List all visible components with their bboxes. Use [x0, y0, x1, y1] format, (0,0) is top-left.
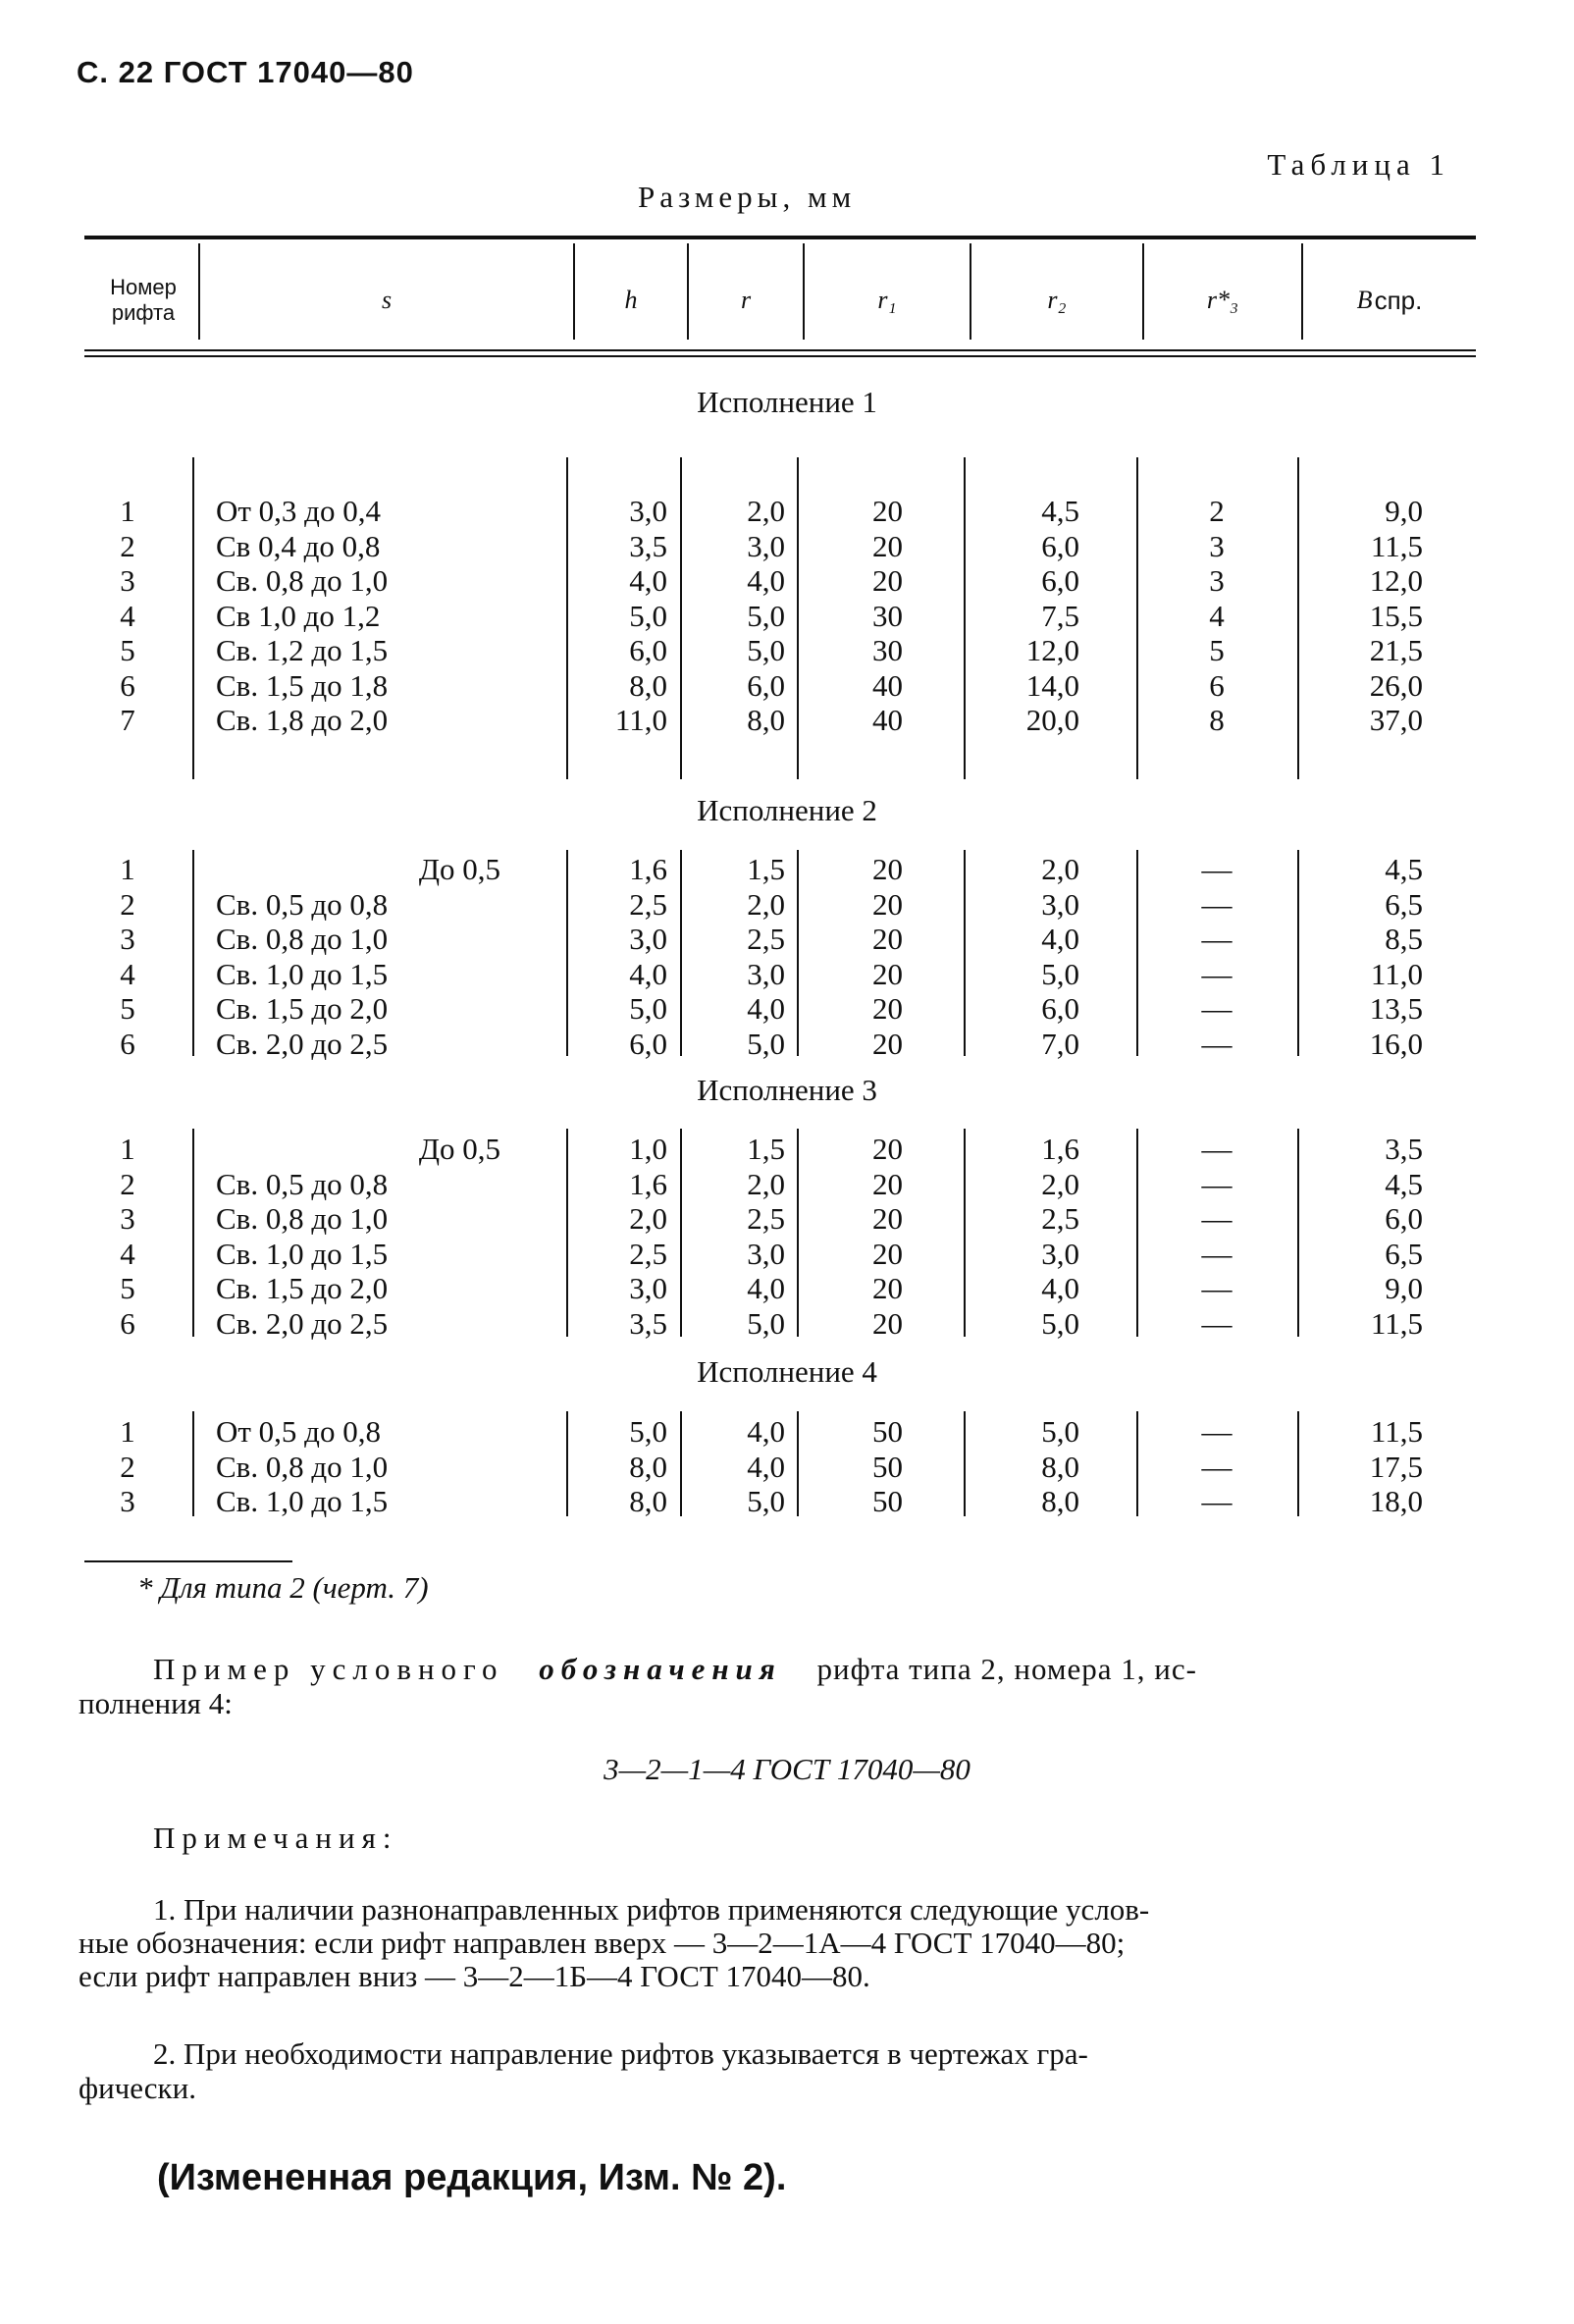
row-h: 2,0	[629, 1201, 667, 1236]
row-r: 4,0	[747, 1271, 785, 1305]
row-number: 2	[120, 1166, 135, 1201]
row-r2: 20,0	[1025, 703, 1079, 737]
row-r2: 7,0	[1041, 1026, 1079, 1061]
page-header: С. 22 ГОСТ 17040—80	[77, 55, 414, 89]
table-row	[0, 1484, 1574, 1519]
row-r2: 12,0	[1025, 633, 1079, 667]
row-s: Св. 0,8 до 1,0	[216, 563, 389, 598]
row-number: 5	[120, 991, 135, 1026]
col-header-b	[1303, 257, 1476, 343]
row-r3: —	[1201, 1236, 1233, 1271]
row-s: Св. 1,8 до 2,0	[216, 703, 389, 737]
row-r: 5,0	[747, 598, 785, 633]
row-r: 6,0	[747, 667, 785, 703]
row-s: Св 0,4 до 0,8	[216, 528, 381, 563]
table-row	[0, 887, 1574, 923]
row-number: 4	[120, 956, 135, 991]
table-row	[0, 852, 1574, 887]
table-row	[0, 1132, 1574, 1167]
row-b: 16,0	[1369, 1026, 1423, 1061]
note-2-line-2: фически.	[79, 2071, 196, 2105]
row-number: 2	[120, 886, 135, 922]
table-row	[0, 1027, 1574, 1062]
row-r1: 20	[872, 991, 903, 1026]
row-b: 4,5	[1385, 852, 1423, 886]
row-h: 3,5	[629, 1305, 667, 1341]
row-b: 6,5	[1385, 1236, 1423, 1271]
row-number: 1	[120, 1414, 135, 1449]
row-h: 2,5	[629, 886, 667, 922]
col-header-r3: r*₃	[1206, 286, 1239, 314]
row-r1: 20	[872, 528, 903, 563]
row-r3: —	[1201, 1449, 1233, 1484]
example-designation: 3—2—1—4 ГОСТ 17040—80	[603, 1752, 971, 1786]
row-h: 1,6	[629, 1166, 667, 1201]
row-r1: 30	[872, 598, 903, 633]
row-r1: 20	[872, 956, 903, 991]
row-b: 9,0	[1385, 494, 1423, 528]
row-r2: 2,0	[1041, 1166, 1079, 1201]
row-b: 12,0	[1369, 563, 1423, 598]
row-r1: 20	[872, 1201, 903, 1236]
row-s: Св. 2,0 до 2,5	[216, 1026, 389, 1061]
example-label-bold: обозначения	[539, 1652, 782, 1686]
row-number: 1	[120, 1132, 135, 1166]
row-r1: 50	[872, 1484, 903, 1518]
example-text: рифта типа 2, номера 1, ис-	[816, 1652, 1197, 1686]
row-s: Св. 1,5 до 2,0	[216, 991, 389, 1026]
row-b: 13,5	[1369, 991, 1423, 1026]
section-title: Исполнение 2	[697, 793, 877, 827]
row-r: 4,0	[747, 563, 785, 598]
row-r1: 40	[872, 667, 903, 703]
row-r2: 3,0	[1041, 1236, 1079, 1271]
row-r3: 8	[1209, 703, 1225, 737]
row-r3: —	[1201, 852, 1233, 886]
row-r1: 20	[872, 1271, 903, 1305]
row-number: 2	[120, 528, 135, 563]
table-row	[0, 494, 1574, 529]
row-b: 8,5	[1385, 922, 1423, 956]
row-r: 5,0	[747, 1305, 785, 1341]
row-r: 4,0	[747, 991, 785, 1026]
row-r2: 4,5	[1041, 494, 1079, 528]
table-units: Размеры, мм	[638, 180, 857, 214]
row-r1: 50	[872, 1414, 903, 1449]
row-b: 9,0	[1385, 1271, 1423, 1305]
row-r2: 4,0	[1041, 922, 1079, 956]
row-b: 6,5	[1385, 886, 1423, 922]
row-r2: 2,0	[1041, 852, 1079, 886]
row-number: 1	[120, 494, 135, 528]
table-row	[0, 1450, 1574, 1485]
row-number: 1	[120, 852, 135, 886]
row-s: Св. 0,5 до 0,8	[216, 1166, 389, 1201]
row-s: Св. 0,8 до 1,0	[216, 1449, 389, 1484]
row-r3: 2	[1209, 494, 1225, 528]
notes-heading: Примечания:	[153, 1821, 398, 1855]
table-row	[0, 563, 1574, 599]
section-title: Исполнение 4	[697, 1354, 877, 1389]
row-r: 3,0	[747, 1236, 785, 1271]
row-r1: 40	[872, 703, 903, 737]
final-note: (Измененная редакция, Изм. № 2).	[157, 2157, 787, 2198]
row-r3: —	[1201, 886, 1233, 922]
row-r1: 20	[872, 1236, 903, 1271]
row-number: 3	[120, 563, 135, 598]
table-header-rule-2	[84, 355, 1476, 357]
row-r: 2,5	[747, 1201, 785, 1236]
row-h: 8,0	[629, 1484, 667, 1518]
row-b: 15,5	[1369, 598, 1423, 633]
table-row	[0, 1306, 1574, 1342]
table-row	[0, 703, 1574, 738]
row-r3: 6	[1209, 667, 1225, 703]
row-s: До 0,5	[418, 1132, 500, 1166]
row-h: 1,6	[629, 852, 667, 886]
row-r: 1,5	[747, 852, 785, 886]
row-r3: 5	[1209, 633, 1225, 667]
row-r2: 2,5	[1041, 1201, 1079, 1236]
table-row	[0, 1271, 1574, 1306]
row-r2: 1,6	[1041, 1132, 1079, 1166]
row-s: Св. 1,0 до 1,5	[216, 956, 389, 991]
row-r1: 20	[872, 1026, 903, 1061]
table-row	[0, 1201, 1574, 1237]
table-row	[0, 991, 1574, 1027]
row-b: 18,0	[1369, 1484, 1423, 1518]
row-b: 4,5	[1385, 1166, 1423, 1201]
row-r: 2,0	[747, 494, 785, 528]
row-h: 5,0	[629, 1414, 667, 1449]
row-number: 6	[120, 1305, 135, 1341]
row-b: 26,0	[1369, 667, 1423, 703]
table-header-rule	[84, 349, 1476, 351]
row-b: 21,5	[1369, 633, 1423, 667]
row-r1: 50	[872, 1449, 903, 1484]
row-r3: —	[1201, 1271, 1233, 1305]
row-r1: 30	[872, 633, 903, 667]
footnote-rule	[84, 1560, 292, 1562]
row-r3: —	[1201, 956, 1233, 991]
row-r2: 14,0	[1025, 667, 1079, 703]
row-h: 6,0	[629, 1026, 667, 1061]
row-h: 11,0	[614, 703, 667, 737]
row-r2: 8,0	[1041, 1449, 1079, 1484]
footnote: * Для типа 2 (черт. 7)	[137, 1570, 429, 1605]
row-number: 3	[120, 1484, 135, 1518]
row-number: 6	[120, 667, 135, 703]
table-row	[0, 922, 1574, 957]
row-number: 3	[120, 1201, 135, 1236]
row-r3: —	[1201, 1201, 1233, 1236]
row-r3: 3	[1209, 528, 1225, 563]
row-r3: 3	[1209, 563, 1225, 598]
row-b: 17,5	[1369, 1449, 1423, 1484]
row-r: 2,0	[747, 1166, 785, 1201]
row-r3: 4	[1209, 598, 1225, 633]
table-row	[0, 668, 1574, 704]
row-r: 2,5	[747, 922, 785, 956]
row-r2: 5,0	[1041, 1305, 1079, 1341]
row-r2: 5,0	[1041, 956, 1079, 991]
row-r3: —	[1201, 991, 1233, 1026]
row-s: Св. 1,0 до 1,5	[216, 1484, 389, 1518]
table-row	[0, 599, 1574, 634]
table-row	[0, 1167, 1574, 1202]
row-r3: —	[1201, 1484, 1233, 1518]
col-header-number: Номер рифта	[110, 275, 177, 325]
row-number: 4	[120, 598, 135, 633]
row-h: 1,0	[629, 1132, 667, 1166]
col-header-b-suffix: спр.	[1374, 285, 1423, 315]
table-row	[0, 1237, 1574, 1272]
example-line-1	[153, 1652, 1197, 1687]
row-r: 8,0	[747, 703, 785, 737]
row-h: 4,0	[629, 563, 667, 598]
row-r3: —	[1201, 1305, 1233, 1341]
row-b: 11,5	[1370, 1305, 1423, 1341]
row-s: Св. 1,5 до 1,8	[216, 667, 389, 703]
row-r1: 20	[872, 1305, 903, 1341]
row-r3: —	[1201, 1132, 1233, 1166]
row-r2: 6,0	[1041, 528, 1079, 563]
row-s: Св. 2,0 до 2,5	[216, 1305, 389, 1341]
note-1-line-2: ные обозначения: если рифт направлен вверх — 3—2—1А—4 ГОСТ 17040—80;	[79, 1926, 1126, 1960]
row-r2: 7,5	[1041, 598, 1079, 633]
row-h: 3,0	[629, 494, 667, 528]
row-r: 4,0	[747, 1414, 785, 1449]
table-row	[0, 529, 1574, 564]
row-r2: 6,0	[1041, 991, 1079, 1026]
row-s: Св. 1,0 до 1,5	[216, 1236, 389, 1271]
row-b: 37,0	[1369, 703, 1423, 737]
row-s: От 0,5 до 0,8	[216, 1414, 381, 1449]
row-r1: 20	[872, 563, 903, 598]
table-row	[0, 633, 1574, 668]
row-r2: 5,0	[1041, 1414, 1079, 1449]
section-title: Исполнение 3	[697, 1073, 877, 1107]
row-number: 5	[120, 633, 135, 667]
row-r1: 20	[872, 886, 903, 922]
row-r2: 8,0	[1041, 1484, 1079, 1518]
row-s: Св. 1,2 до 1,5	[216, 633, 389, 667]
row-r2: 3,0	[1041, 886, 1079, 922]
table-row	[0, 957, 1574, 992]
row-b: 3,5	[1385, 1132, 1423, 1166]
row-number: 6	[120, 1026, 135, 1061]
row-number: 2	[120, 1449, 135, 1484]
row-b: 11,0	[1370, 956, 1423, 991]
row-s: Св. 1,5 до 2,0	[216, 1271, 389, 1305]
col-header-r1: r₁	[877, 286, 897, 314]
row-r1: 20	[872, 1166, 903, 1201]
table-row	[0, 1414, 1574, 1450]
row-number: 3	[120, 922, 135, 956]
row-s: Св. 0,8 до 1,0	[216, 1201, 389, 1236]
row-s: Св. 0,5 до 0,8	[216, 886, 389, 922]
row-b: 11,5	[1370, 1414, 1423, 1449]
col-header-b-symbol: B	[1356, 286, 1373, 314]
row-r: 4,0	[747, 1449, 785, 1484]
row-s: Св. 0,8 до 1,0	[216, 922, 389, 956]
table-top-rule	[84, 236, 1476, 239]
row-r1: 20	[872, 1132, 903, 1166]
row-h: 5,0	[629, 598, 667, 633]
row-s: Св 1,0 до 1,2	[216, 598, 381, 633]
row-h: 4,0	[629, 956, 667, 991]
row-r3: —	[1201, 1026, 1233, 1061]
row-h: 5,0	[629, 991, 667, 1026]
row-number: 4	[120, 1236, 135, 1271]
row-h: 3,0	[629, 1271, 667, 1305]
row-r1: 20	[872, 852, 903, 886]
row-h: 8,0	[629, 1449, 667, 1484]
note-1-line-3: если рифт направлен вниз — 3—2—1Б—4 ГОСТ 17040—80.	[79, 1959, 870, 1993]
row-h: 3,0	[629, 922, 667, 956]
col-header-r: r	[740, 286, 752, 314]
row-b: 6,0	[1385, 1201, 1423, 1236]
row-r: 2,0	[747, 886, 785, 922]
row-r2: 6,0	[1041, 563, 1079, 598]
row-b: 11,5	[1370, 528, 1423, 563]
row-r: 1,5	[747, 1132, 785, 1166]
row-r: 3,0	[747, 956, 785, 991]
row-r3: —	[1201, 922, 1233, 956]
row-r1: 20	[872, 494, 903, 528]
section-title: Исполнение 1	[697, 385, 877, 419]
row-number: 5	[120, 1271, 135, 1305]
example-line-2: полнения 4:	[79, 1686, 233, 1720]
row-r1: 20	[872, 922, 903, 956]
row-s: От 0,3 до 0,4	[216, 494, 381, 528]
row-r: 5,0	[747, 1026, 785, 1061]
row-r: 5,0	[747, 633, 785, 667]
row-r: 3,0	[747, 528, 785, 563]
col-header-h: h	[624, 286, 638, 314]
col-header-r2: r₂	[1047, 286, 1067, 314]
row-s: До 0,5	[418, 852, 500, 886]
row-h: 8,0	[629, 667, 667, 703]
note-1-line-1: 1. При наличии разнонаправленных рифтов применяются следующие услов-	[153, 1892, 1150, 1927]
col-header-s: s	[381, 286, 393, 314]
table-name: Таблица 1	[1267, 147, 1450, 182]
example-label: Пример условного	[153, 1652, 504, 1686]
row-r: 5,0	[747, 1484, 785, 1518]
row-h: 3,5	[629, 528, 667, 563]
row-r2: 4,0	[1041, 1271, 1079, 1305]
row-h: 6,0	[629, 633, 667, 667]
note-2-line-1: 2. При необходимости направление рифтов указывается в чертежах гра-	[153, 2036, 1088, 2071]
row-number: 7	[120, 703, 135, 737]
row-r3: —	[1201, 1414, 1233, 1449]
row-r3: —	[1201, 1166, 1233, 1201]
row-h: 2,5	[629, 1236, 667, 1271]
